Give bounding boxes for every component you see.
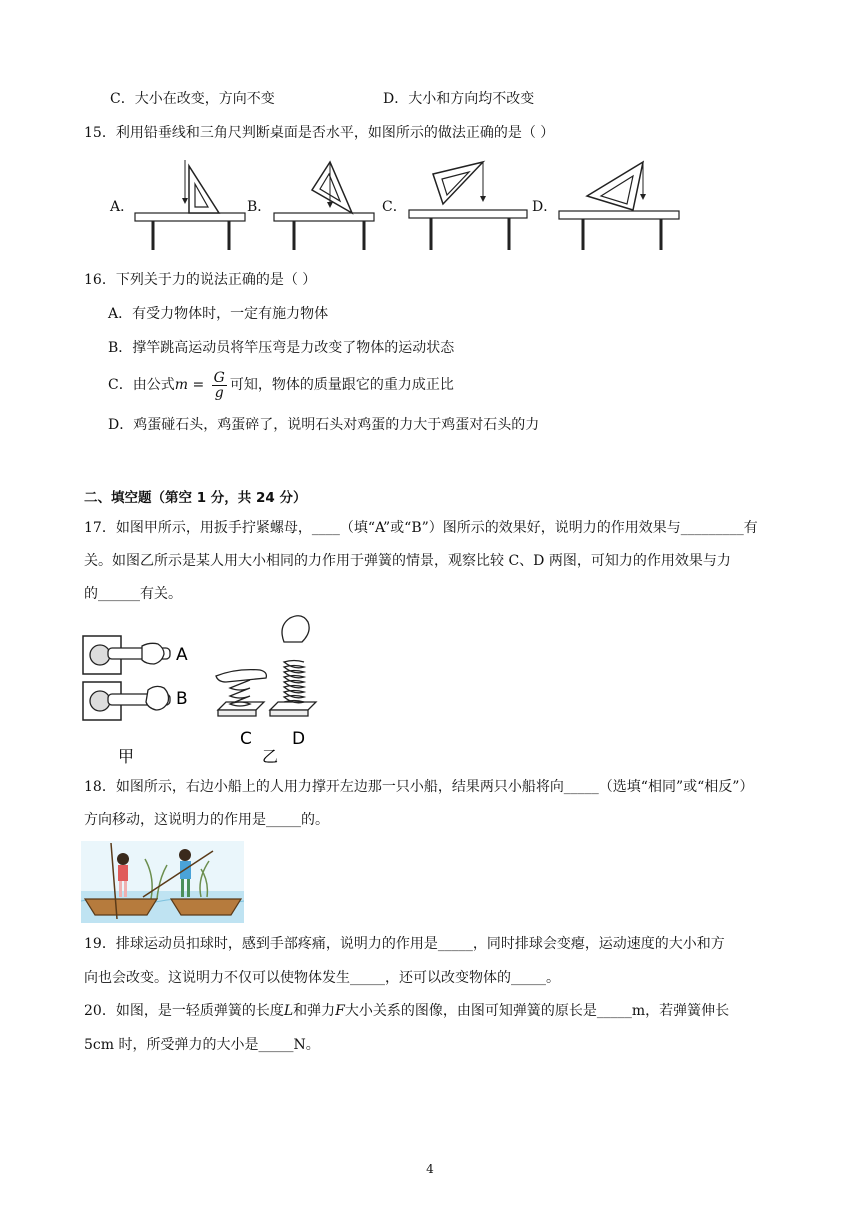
figure-label-yi: 乙 [262, 747, 279, 766]
q14-option-d: D．大小和方向均不改变 [383, 91, 535, 107]
q20-var-l: L [283, 1003, 294, 1019]
q16-option-c [108, 370, 454, 400]
q16-stem: 16．下列关于力的说法正确的是（ ） [84, 272, 317, 288]
page-number: 4 [426, 1162, 434, 1176]
q17-figure [80, 612, 340, 768]
q15-label-b: B． [247, 199, 272, 215]
q16-option-d: D．鸡蛋碰石头，鸡蛋碎了，说明石头对鸡蛋的力大于鸡蛋对石头的力 [108, 417, 540, 433]
q16-option-b: B．撑竿跳高运动员将竿压弯是力改变了物体的运动状态 [108, 340, 455, 356]
q17-line-1: 17．如图甲所示，用扳手拧紧螺母，____（填“A”或“B”）图所示的效果好，说明力的作用效果与_________有 [84, 520, 758, 536]
spring-label-d: D [292, 729, 306, 749]
q16-c-denominator: g [214, 384, 224, 401]
q20-line-2: 5cm 时，所受弹力的大小是_____N。 [84, 1037, 320, 1053]
q18-boats-picture [81, 841, 244, 923]
q20-text-b: 和弹力 [293, 1003, 336, 1019]
q19-line-1: 19．排球运动员扣球时，感到手部疼痛，说明力的作用是_____，同时排球会变瘪，运动速度的大小和方 [84, 936, 725, 952]
q20-text-a: 20．如图，是一轻质弹簧的长度 [84, 1003, 284, 1019]
q20-var-f: F [335, 1003, 345, 1019]
q16-option-a: A．有受力物体时，一定有施力物体 [108, 306, 329, 322]
q15-figure-a [133, 158, 248, 254]
wrench-label-a: A [176, 645, 188, 665]
q20-text-c: 大小关系的图像，由图可知弹簧的原长是_____m，若弹簧伸长 [344, 1003, 730, 1019]
q15-label-d: D． [532, 199, 558, 215]
q16-c-fraction [212, 371, 227, 400]
q15-figure-c [407, 158, 531, 254]
q18-line-2: 方向移动，这说明力的作用是_____的。 [84, 812, 329, 828]
q15-stem: 15．利用铅垂线和三角尺判断桌面是否水平，如图所示的做法正确的是（ ） [84, 125, 555, 141]
q15-label-c: C． [382, 199, 407, 215]
q18-line-1: 18．如图所示，右边小船上的人用力撑开左边那一只小船，结果两只小船将向_____（选填“相同”或“相反”） [84, 779, 754, 795]
q20-line-1 [84, 1001, 729, 1021]
figure-label-jia: 甲 [118, 747, 135, 766]
q14-option-c: C．大小在改变，方向不变 [110, 91, 275, 107]
q17-line-2: 关。如图乙所示是某人用大小相同的力作用于弹簧的情景，观察比较 C、D 两图，可知力的作用效果与力 [84, 553, 731, 569]
q15-figure-d [557, 158, 682, 254]
q16-c-equals: = [188, 377, 209, 393]
wrench-label-b: B [176, 689, 188, 709]
spring-label-c: C [240, 729, 252, 749]
q15-label-a: A． [110, 199, 135, 215]
q16-c-prefix: C．由公式 [108, 377, 175, 393]
section-2-title: 二、填空题（第空 1 分，共 24 分） [84, 490, 307, 506]
q15-figure-b [272, 158, 377, 254]
q17-line-3: 的______有关。 [84, 586, 182, 602]
q16-c-var-m: m [174, 377, 188, 393]
q16-c-suffix: 可知，物体的质量跟它的重力成正比 [229, 377, 454, 393]
q19-line-2: 向也会改变。这说明力不仅可以使物体发生_____，还可以改变物体的_____。 [84, 970, 560, 986]
q16-c-numerator: G [213, 369, 225, 386]
